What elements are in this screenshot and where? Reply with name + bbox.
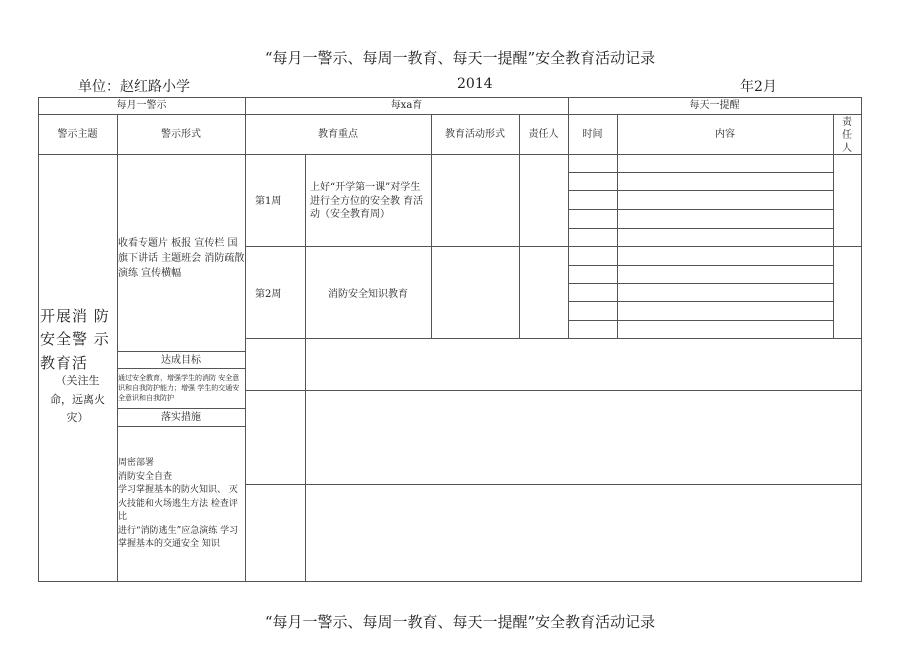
header-time: 时间 xyxy=(582,129,603,140)
daily-rule xyxy=(568,228,833,229)
week-label: 第2周 xyxy=(255,289,282,300)
table-rule xyxy=(38,114,862,115)
table-border-top xyxy=(38,97,862,98)
month-label: 年2月 xyxy=(740,79,777,95)
form-rule xyxy=(117,426,245,427)
footer-title: “每月一警示、每周一教育、每天一提醒”安全教育活动记录 xyxy=(264,613,656,631)
header-theme: 警示主题 xyxy=(57,129,98,140)
row-rule xyxy=(245,390,862,391)
year-label: 2014 xyxy=(457,76,493,92)
goal-text: 通过安全教育，增强学生的消防 安全意识和自我防护能力；增强 学生的交通安全意识和自我防护 xyxy=(118,374,240,403)
week-focus: 上好“开学第一课”对学生进行全方位的安全教 育活动（安全教育周） xyxy=(310,182,424,220)
row-rule xyxy=(245,484,862,485)
unit-label: 单位：赵红路小学 xyxy=(78,79,190,95)
theme-sub: （关注生 命，远离火 灾） xyxy=(50,374,105,425)
table-border-bottom xyxy=(38,581,862,582)
daily-rule xyxy=(568,301,833,302)
col-line xyxy=(245,97,246,582)
table-border-right xyxy=(861,97,862,582)
daily-rule xyxy=(568,320,833,321)
goal-label: 达成目标 xyxy=(161,355,201,366)
col-line xyxy=(519,114,520,339)
form-rule xyxy=(117,368,245,369)
group-daily: 每天一提醒 xyxy=(689,100,740,111)
table-border-left xyxy=(38,97,39,582)
col-line xyxy=(305,338,306,582)
daily-rule xyxy=(568,209,833,210)
header-responsible: 责任人 xyxy=(528,129,559,140)
measures-text: 周密部署 消防安全自查 学习掌握基本的防火知识、 灭火技能和火场逃生方法 检查评比 进行“消防逃生”应急演练 学习掌握基本的交通安全 知识 xyxy=(118,458,239,549)
header-focus: 教育重点 xyxy=(318,129,358,140)
col-line xyxy=(617,114,618,339)
page-title: “每月一警示、每周一教育、每天一提醒”安全教育活动记录 xyxy=(264,49,656,67)
daily-rule xyxy=(568,283,833,284)
week-label: 第1周 xyxy=(255,196,282,207)
group-weekly: 每xa育 xyxy=(390,100,423,111)
header-form: 警示形式 xyxy=(161,129,201,140)
group-monthly: 每月一警示 xyxy=(116,100,167,111)
form-rule xyxy=(117,351,245,352)
form-rule xyxy=(117,408,245,409)
week-focus: 消防安全知识教育 xyxy=(328,289,408,300)
header-responsible-daily: 责 任 人 xyxy=(842,117,852,154)
week-rule xyxy=(245,338,862,339)
table-rule xyxy=(38,154,862,155)
daily-rule xyxy=(568,172,833,173)
header-content: 内容 xyxy=(715,129,735,140)
daily-rule xyxy=(568,190,833,191)
theme-main: 开展消 防 安全警 示 教育活 xyxy=(40,307,110,372)
col-line xyxy=(431,114,432,339)
form-text: 收看专题片 板报 宣传栏 国旗下讲话 主题班会 消防疏散演练 宣传横幅 xyxy=(118,238,245,279)
week-rule xyxy=(245,246,862,247)
measures-label: 落实措施 xyxy=(161,412,201,423)
daily-rule xyxy=(568,265,833,266)
header-activity-form: 教育活动形式 xyxy=(445,129,505,140)
